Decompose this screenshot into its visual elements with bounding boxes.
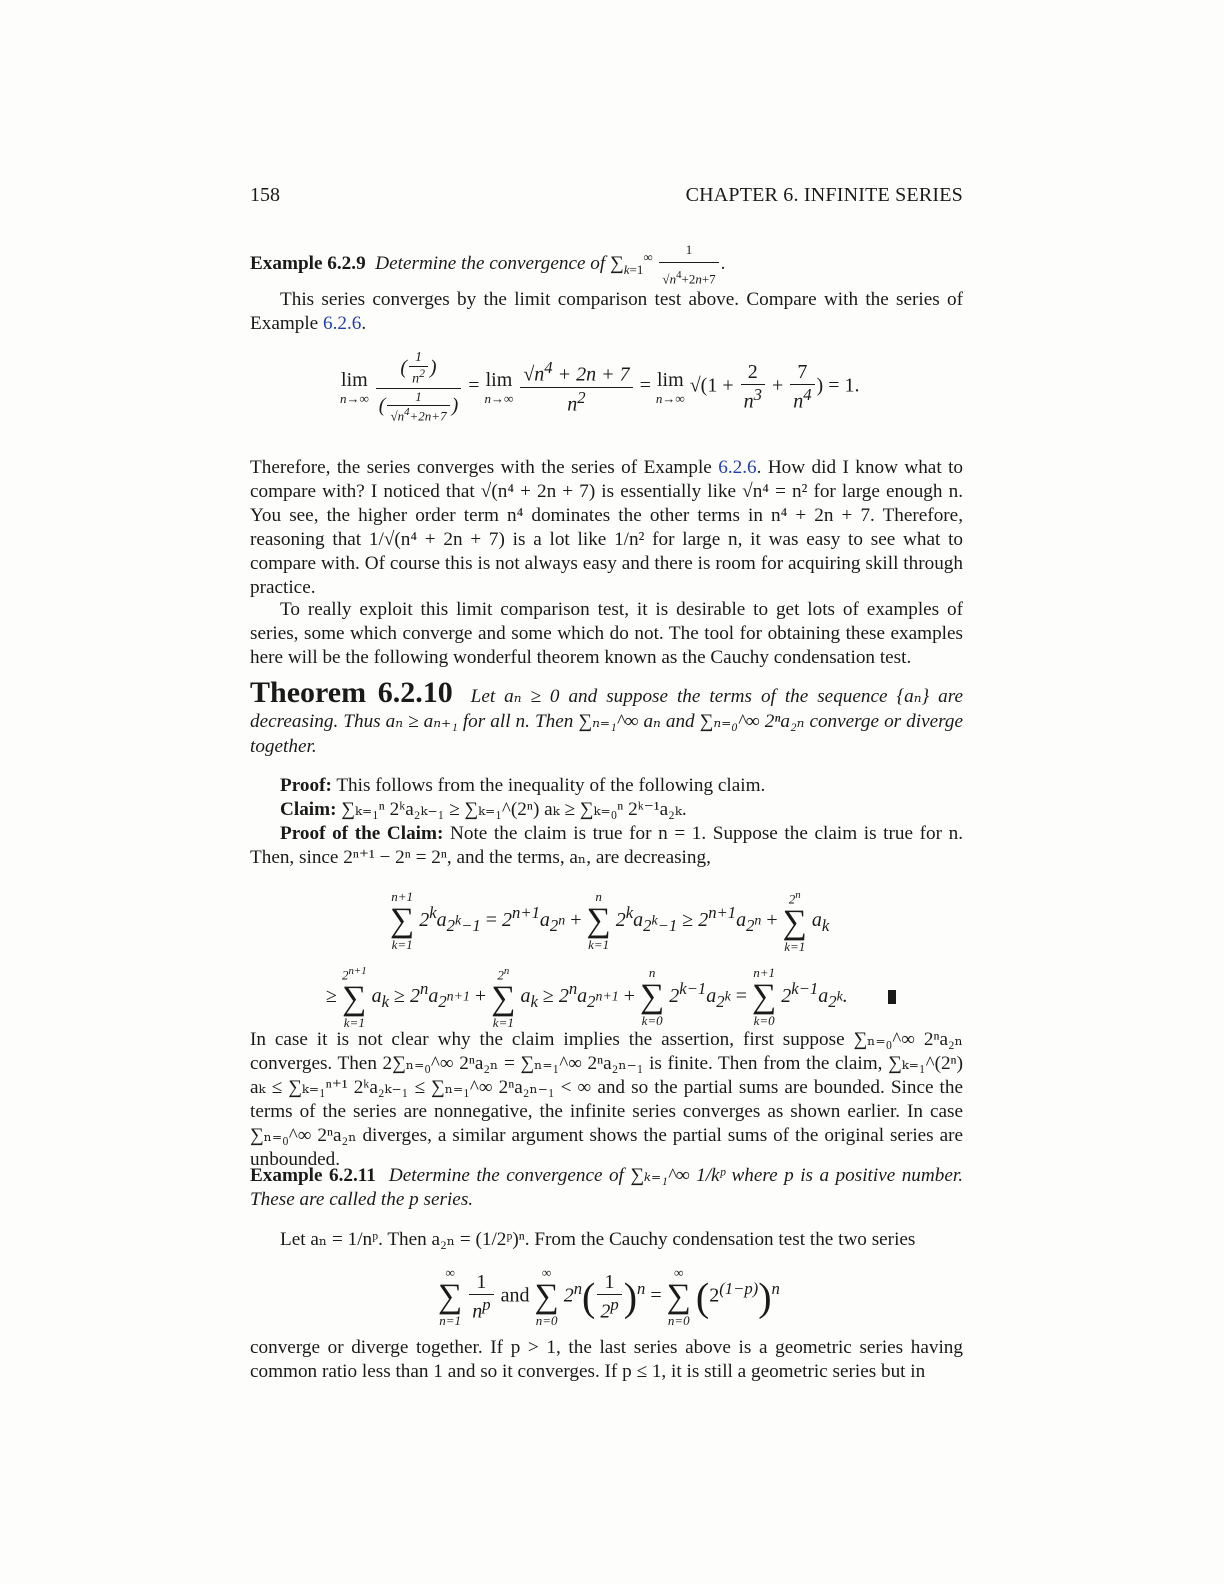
example-6-2-9-body-3: To really exploit this limit comparison test, it is desirable to get lots of examples of series, some which converge and some which do not. The tool for obtaining these examples here will be the following wonderful theorem known as the Cauchy condensation test. [250,599,963,668]
example-6-2-9-body-2: Therefore, the series converges with the series of Example 6.2.6. How did I know what to compare with? I noticed that √(n⁴ + 2n + 7) is essentially like √n⁴ = n² for large enough n. You see, the higher order term n⁴ dominates the other terms in n⁴ + 2n + 7. Therefore, reasoning that 1/√(n⁴ + 2n + 7) is a lot like 1/n² for large n, it was easy to see what to compare with. Of course this is not always easy and there is room for acquiring skill through practice. [250,457,964,598]
example-statement: Determine the convergence of ∑ [375,253,624,275]
proof-of-claim: Proof of the Claim: Note the claim is true for n = 1. Suppose the claim is true for n. Then, since 2ⁿ⁺¹ − 2ⁿ = 2ⁿ, and the terms, aₙ, are decreasing, [250,823,963,868]
example-6-2-9-body-1: This series converges by the limit comparison test above. Compare with the series of Example 6.2.6. [250,289,963,334]
induction-eq-2: ≥ $2^{n+1}$ ∑ k=1 $a_k \ge 2^na_{2^{n+1}}$ + 2$^n$ ∑ k=1 $a_k \ge 2^na_{2^{n+1}}$ + n ∑ k=0 $2^{k-1}a_{2^k}$ = n+1 ∑ k=0 $2^{k-1}a_{2^k}$. [326,964,896,1030]
example-label: Example 6.2.9 [250,253,366,275]
example-6-2-11-line1: Let aₙ = 1/nᵖ. Then a₂ₙ = (1/2ᵖ)ⁿ. From the Cauchy condensation test the two series [280,1229,916,1250]
page-number: 158 [250,184,280,206]
example-6-2-11-statement: Example 6.2.11 Determine the convergence of ∑ₖ₌₁^∞ 1/kᵖ where p is a positive number. These are called the p series. [250,1165,964,1210]
proof-line: Proof: This follows from the inequality of the following claim. [280,775,766,796]
example-6-2-11-body: converge or diverge together. If p > 1, the last series above is a geometric series having common ratio less than 1 and so it converges. If p ≤ 1, it is still a geometric series but in [250,1337,963,1382]
ref-link[interactable]: 6.2.6 [323,313,362,334]
theorem-6-2-10 [250,676,964,759]
limit-equation: lim n→∞ ( $\frac{1}{n^2}$ ) ( $\frac{1}{√n^4+2n+7}$ ) = lim n→∞ $\frac{√n^4 + 2n + 7}{n^2}$ = lim n→∞ √(1 + $\frac{2}{n^3}$ + $\frac{7}{n^4}$ ) = 1. [340,350,860,423]
qed-icon [888,990,896,1004]
chapter-title: CHAPTER 6. INFINITE SERIES [685,184,963,206]
proof-conclusion: In case it is not clear why the claim implies the assertion, first suppose ∑ₙ₌₀^∞ 2ⁿa₂ₙ converges. Then 2∑ₙ₌₀^∞ 2ⁿa₂ₙ = ∑ₙ₌₁^∞ 2ⁿa₂ₙ₋₁ is finite. Then from the claim, ∑ₖ₌₁^(2ⁿ) aₖ ≤ ∑ₖ₌₁ⁿ⁺¹ 2ᵏa₂ₖ₋₁ ≤ ∑ₙ₌₁^∞ 2ⁿa₂ₙ₋₁ < ∞ and so the partial sums are bounded. Since the terms of the series are nonnegative, the infinite series converges as shown earlier. In case ∑ₙ₌₀^∞ 2ⁿa₂ₙ diverges, a similar argument shows the partial sums of the original series are unbounded. [250,1029,963,1170]
p-series-equation: ∞ ∑ n=1 $\frac{1}{n^p}$ and ∞ ∑ n=0 2$^n$( $\frac{1}{2^p}$ )$^n$ = ∞ ∑ n=0 $(2^{(1-p)})^n$ [438,1265,780,1328]
ref-link-2[interactable]: 6.2.6 [718,457,757,478]
example-label-2: Example 6.2.11 [250,1165,376,1186]
claim-line: Claim: ∑ₖ₌₁ⁿ 2ᵏa₂ₖ₋₁ ≥ ∑ₖ₌₁^(2ⁿ) aₖ ≥ ∑ₖ₌₀ⁿ 2ᵏ⁻¹a₂ₖ. [280,799,687,820]
induction-eq-1: n+1 ∑ k=1 $2^ka_{2^k-1} = 2^{n+1}a_{2^n}$ + n ∑ k=1 $2^ka_{2^k-1} \ge 2^{n+1}a_{2^n}$ + 2$^n$ ∑ k=1 $a_k$ [390,889,830,955]
theorem-label: Theorem 6.2.10 [250,676,453,709]
theorem-statement: Let aₙ ≥ 0 and suppose the terms of the sequence {aₙ} are decreasing. Thus aₙ ≥ aₙ₊₁ for all n. Then ∑ₙ₌₁^∞ aₙ and ∑ₙ₌₀^∞ 2ⁿa₂ₙ converge or diverge together. [250,686,964,757]
example-6-2-9-statement: Example 6.2.9 Determine the convergence of $\sum_{k=1}^\infty$ $\frac{1}{√n^4+2n+7}$ . [250,238,963,291]
